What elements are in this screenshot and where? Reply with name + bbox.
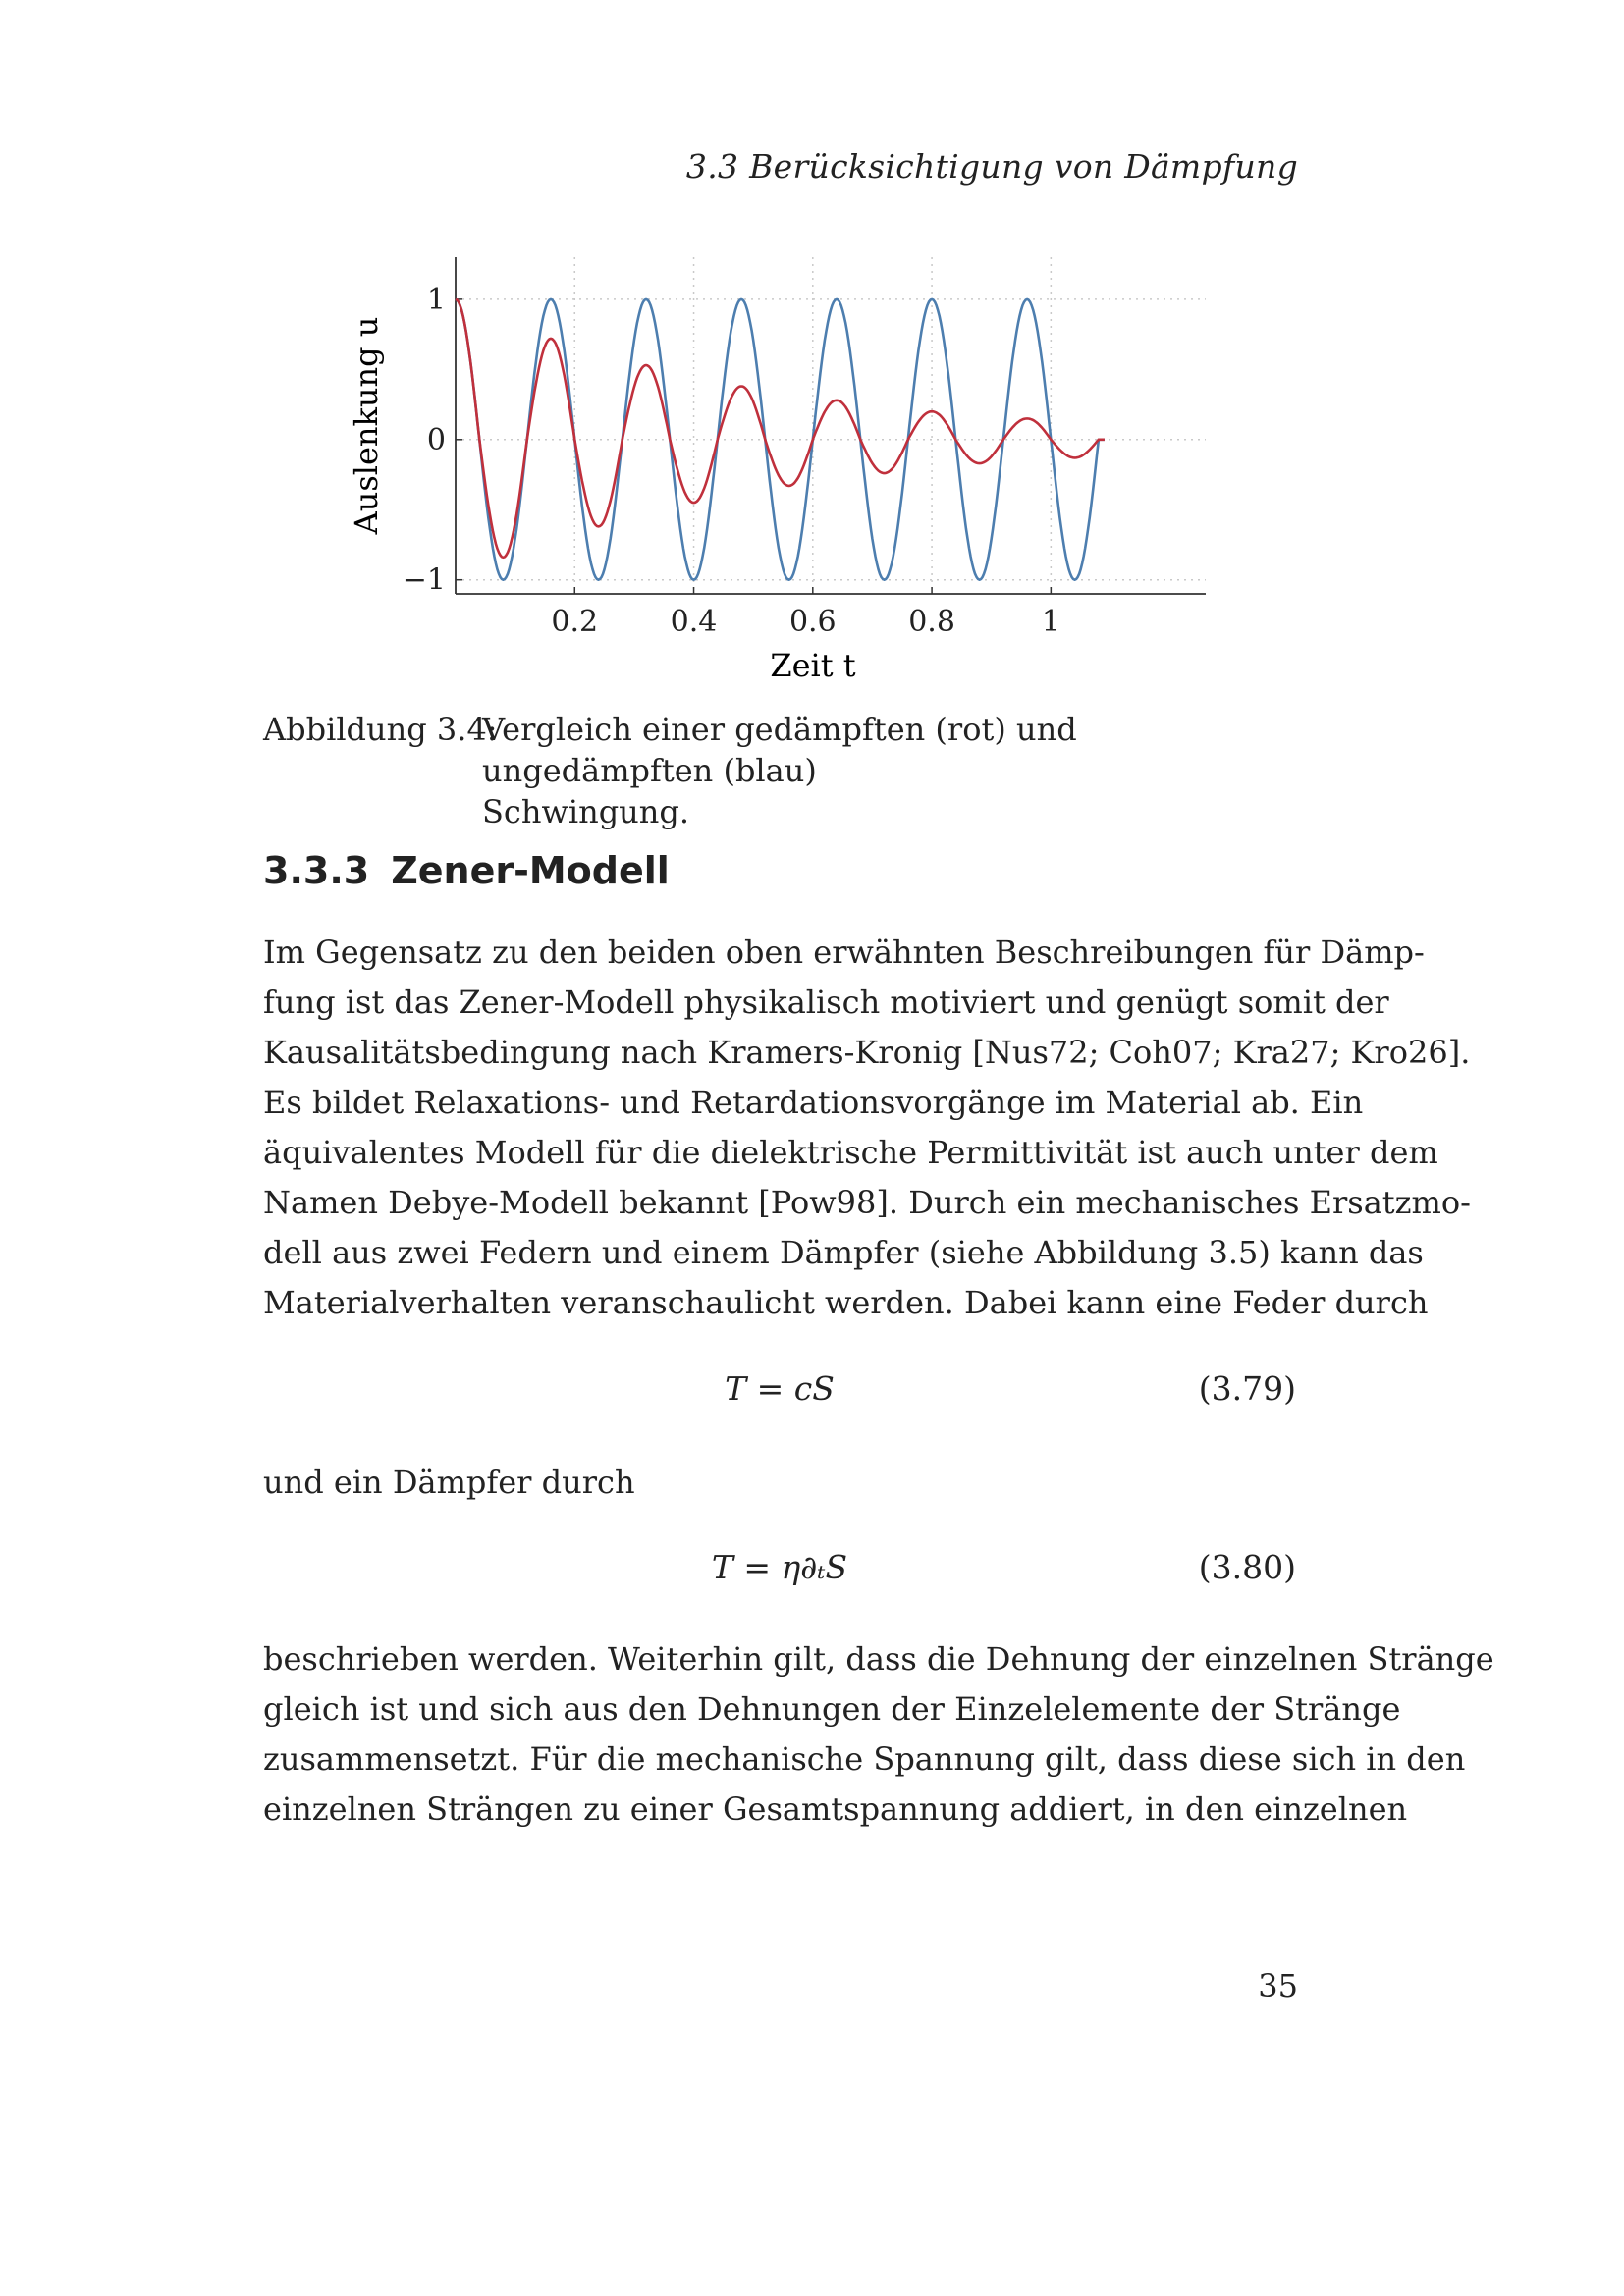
text-line: Kausalitätsbedingung nach Kramers-Kronig [Nus72; Coh07; Kra27; Kro26]. — [263, 1034, 1471, 1071]
x-tick-label: 0.8 — [908, 605, 955, 639]
series-line — [456, 299, 1105, 558]
equation-number: (3.80) — [1198, 1548, 1296, 1586]
y-tick-label: 1 — [426, 282, 446, 317]
x-axis-label: Zeit t — [770, 647, 856, 684]
text-line: einzelnen Strängen zu einer Gesamtspannung addiert, in den einzelnen — [263, 1790, 1408, 1828]
text-line: und ein Dämpfer durch — [263, 1464, 635, 1501]
page-number: 35 — [1258, 1967, 1298, 2004]
equation-body: T = η∂ₜS — [711, 1548, 848, 1586]
text-line: beschrieben werden. Weiterhin gilt, dass die Dehnung der einzelnen Stränge — [263, 1640, 1494, 1678]
caption-label: Abbildung 3.4: — [263, 711, 498, 748]
section-heading — [263, 849, 670, 892]
text-line: Im Gegensatz zu den beiden oben erwähnten Beschreibungen für Dämp- — [263, 934, 1425, 971]
section-title: Zener-Modell — [391, 849, 670, 892]
x-tick-label: 0.2 — [551, 605, 599, 639]
equation-number: (3.79) — [1198, 1369, 1296, 1408]
text-line: Namen Debye-Modell bekannt [Pow98]. Durch ein mechanisches Ersatzmo- — [263, 1184, 1471, 1221]
text-line: dell aus zwei Federn und einem Dämpfer (siehe Abbildung 3.5) kann das — [263, 1234, 1424, 1271]
damping-comparison-chart — [324, 245, 1227, 697]
y-tick-label: −1 — [402, 562, 446, 598]
text-line: fung ist das Zener-Modell physikalisch motiviert und genügt somit der — [263, 984, 1389, 1021]
caption-line: Schwingung. — [482, 793, 690, 830]
section-number: 3.3.3 — [263, 849, 370, 892]
x-tick-label: 1 — [1041, 605, 1060, 639]
y-tick-label: 0 — [426, 422, 446, 457]
x-tick-label: 0.6 — [788, 605, 837, 639]
paragraph-1 — [263, 928, 1471, 1328]
y-axis-label: Auslenkung u — [348, 316, 385, 535]
caption-line: Vergleich einer gedämpften (rot) und ungedämpften (blau) — [482, 711, 1077, 789]
running-head: 3.3 Berücksichtigung von Dämpfung — [685, 147, 1298, 186]
text-line: äquivalentes Modell für die dielektrische Permittivität ist auch unter dem — [263, 1134, 1438, 1171]
text-line: zusammensetzt. Für die mechanische Spannung gilt, dass diese sich in den — [263, 1740, 1466, 1778]
paragraph-3 — [263, 1634, 1494, 1835]
paragraph-2 — [263, 1458, 1296, 1508]
caption-text — [482, 709, 1304, 832]
text-line: Es bildet Relaxations- und Retardationsvorgänge im Material ab. Ein — [263, 1084, 1364, 1121]
equation-body: T = cS — [725, 1369, 835, 1408]
text-line: gleich ist und sich aus den Dehnungen der Einzelelemente der Stränge — [263, 1690, 1401, 1728]
text-line: Materialverhalten veranschaulicht werden. Dabei kann eine Feder durch — [263, 1284, 1429, 1321]
x-tick-label: 0.4 — [670, 605, 718, 639]
